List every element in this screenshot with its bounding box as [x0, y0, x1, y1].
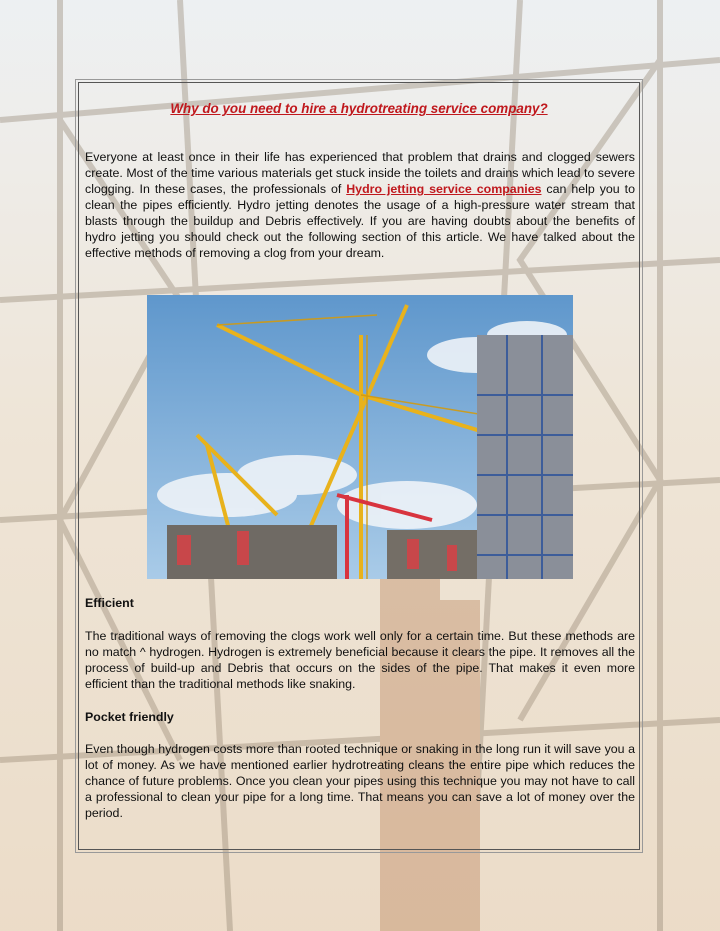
intro-paragraph	[85, 149, 635, 261]
document-page	[78, 82, 640, 850]
section-heading-efficient: Efficient	[85, 596, 134, 610]
intro-text-after-link: can help you to clean the pipes efficiently. Hydro jetting denotes the usage of a high-pressure water stream that blasts through the buildup and Debris effectively. If you are having doubts about the benefits of hydro jetting you should check out the following section of this article. We have talked about the effective methods of removing a clog from your dream.	[85, 182, 635, 260]
intro-text-before-link: Everyone at least once in their life has experienced that problem that drains and clogged sewers create. Most of the time various materials get stuck inside the toilets and drains which lead to severe clogging. In these cases, the professionals of	[85, 150, 635, 196]
section-body-pocket-friendly: Even though hydrogen costs more than rooted technique or snaking in the long run it will save you a lot of money. As we have mentioned earlier hydrotreating cleans the entire pipe which reduces the chance of future problems. Once you clean your pipes using this technique you may not have to call a professional to clean your pipe for a long time. That means you can save a lot of money over the period.	[85, 742, 635, 820]
section-heading-pocket-friendly: Pocket friendly	[85, 710, 174, 724]
section-body-efficient: The traditional ways of removing the clogs work well only for a certain time. But these methods are no match ^ hydrogen. Hydrogen is extremely beneficial because it clears the pipe. It removes all the process of build-up and Debris that occurs on the sides of the pipe. That makes it even more efficient than the traditional methods like snaking.	[85, 629, 635, 691]
construction-cranes-image	[147, 295, 573, 579]
hydro-jetting-link[interactable]: Hydro jetting service companies	[346, 182, 542, 196]
article-title: Why do you need to hire a hydrotreating service company?	[170, 101, 548, 116]
